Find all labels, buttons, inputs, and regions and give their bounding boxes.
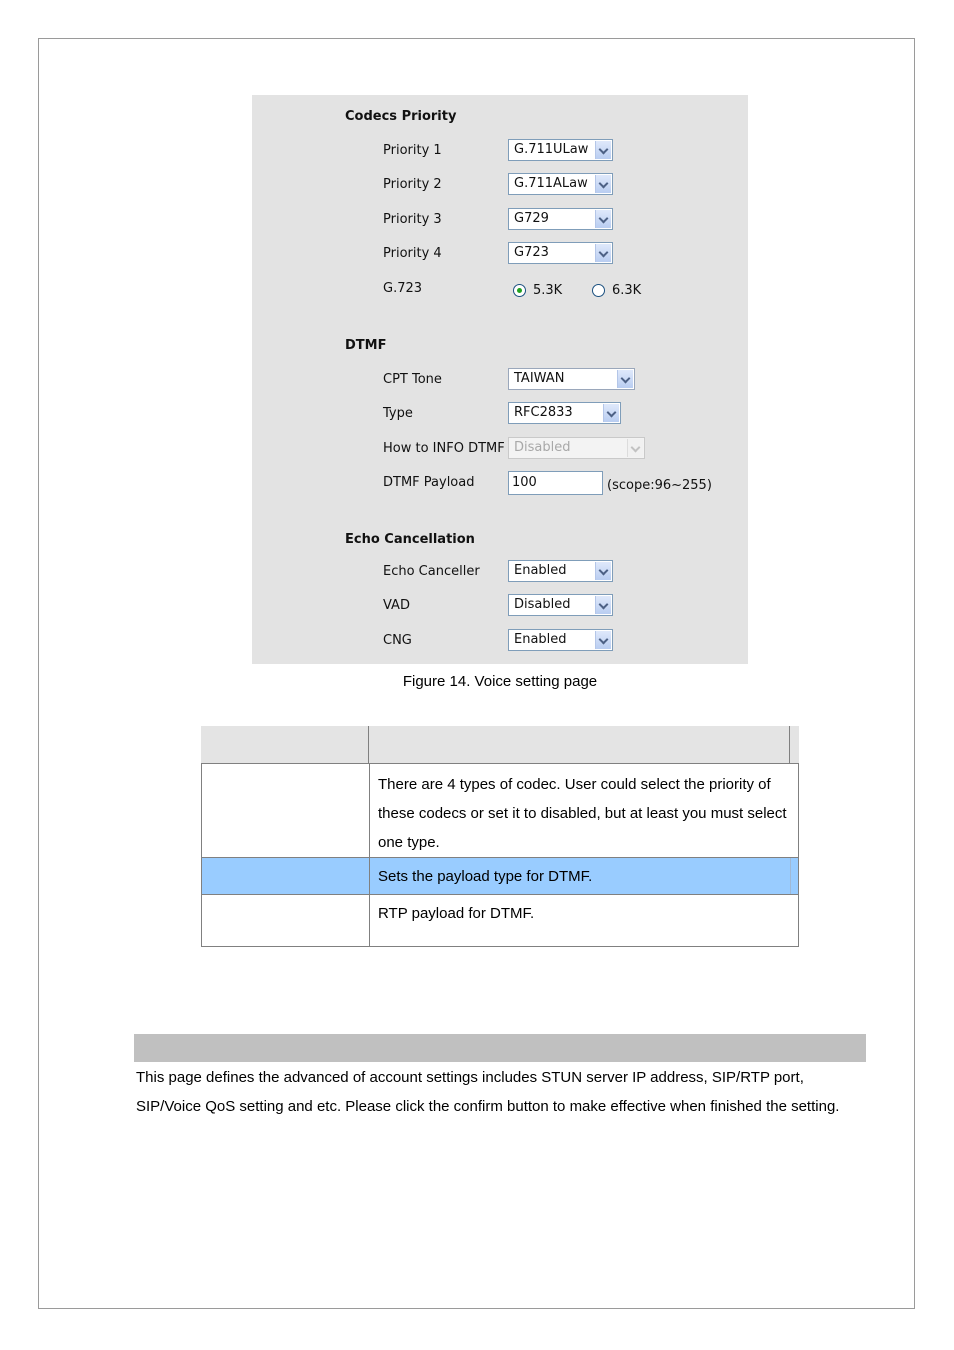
- table-row-highlighted: [201, 857, 799, 895]
- codecs-priority-title: Codecs Priority: [345, 109, 457, 124]
- chevron-down-icon: [595, 244, 611, 262]
- cpt-tone-select[interactable]: [508, 368, 635, 390]
- cng-value: Enabled: [514, 632, 567, 647]
- priority3-value: G729: [514, 211, 549, 226]
- chevron-down-icon: [595, 596, 611, 614]
- cng-select[interactable]: [508, 629, 613, 651]
- dtmf-payload-input[interactable]: 100: [508, 471, 603, 495]
- dtmf-payload-scope: (scope:96~255): [607, 478, 712, 493]
- voice-settings-panel: [252, 95, 748, 664]
- echo-cancellation-title: Echo Cancellation: [345, 532, 475, 547]
- table-cell-name: [202, 895, 370, 946]
- table-cell-desc: RTP payload for DTMF.: [378, 905, 535, 922]
- chevron-down-icon: [627, 439, 643, 457]
- cpt-tone-label: CPT Tone: [383, 372, 442, 387]
- g723-label: G.723: [383, 281, 423, 296]
- cpt-tone-value: TAIWAN: [514, 371, 565, 386]
- priority1-select[interactable]: [508, 139, 613, 161]
- table-row: [201, 763, 799, 858]
- dtmf-payload-label: DTMF Payload: [383, 475, 475, 490]
- priority3-label: Priority 3: [383, 212, 442, 227]
- table-cell-name: [202, 764, 370, 858]
- chevron-down-icon: [617, 370, 633, 388]
- priority1-label: Priority 1: [383, 143, 442, 158]
- g723-option1-label: 5.3K: [533, 283, 563, 298]
- priority4-value: G723: [514, 245, 549, 260]
- echo-canceller-value: Enabled: [514, 563, 567, 578]
- body-paragraph: This page defines the advanced of account settings includes STUN server IP address, SIP/RTP port, SIP/Voice QoS setting and etc. Please click the confirm button to make effective when finished the setting.: [136, 1069, 840, 1115]
- g723-radio-5-3k[interactable]: [513, 284, 526, 297]
- chevron-down-icon: [595, 562, 611, 580]
- vad-select[interactable]: [508, 594, 613, 616]
- info-dtmf-label: How to INFO DTMF: [383, 441, 505, 456]
- table-header-cell-1: [201, 726, 369, 764]
- g723-option2-label: 6.3K: [612, 283, 642, 298]
- chevron-down-icon: [603, 404, 619, 422]
- cng-label: CNG: [383, 633, 412, 648]
- echo-canceller-label: Echo Canceller: [383, 564, 480, 579]
- table-row: [201, 894, 799, 947]
- chevron-down-icon: [595, 210, 611, 228]
- vad-value: Disabled: [514, 597, 571, 612]
- priority1-value: G.711ULaw: [514, 142, 589, 157]
- info-dtmf-select: [508, 437, 645, 459]
- table-cell-name: [202, 858, 370, 894]
- echo-canceller-select[interactable]: [508, 560, 613, 582]
- vad-label: VAD: [383, 598, 410, 613]
- figure-caption: Figure 14. Voice setting page: [402, 673, 598, 690]
- chevron-down-icon: [595, 175, 611, 193]
- priority2-label: Priority 2: [383, 177, 442, 192]
- dtmf-type-select[interactable]: [508, 402, 621, 424]
- table-cell-desc: Sets the payload type for DTMF.: [370, 858, 791, 894]
- dtmf-title: DTMF: [345, 338, 387, 353]
- info-dtmf-value: Disabled: [514, 440, 571, 455]
- table-cell-desc: There are 4 types of codec. User could select the priority of these codecs or set it to disabled, but at least you must select one type.: [378, 776, 787, 851]
- chevron-down-icon: [595, 141, 611, 159]
- priority3-select[interactable]: [508, 208, 613, 230]
- priority4-label: Priority 4: [383, 246, 442, 261]
- g723-radio-6-3k[interactable]: [592, 284, 605, 297]
- table-header-cell-2: [369, 726, 790, 764]
- chevron-down-icon: [595, 631, 611, 649]
- section-heading-bar: [134, 1034, 866, 1062]
- priority4-select[interactable]: [508, 242, 613, 264]
- dtmf-type-value: RFC2833: [514, 405, 573, 420]
- priority2-value: G.711ALaw: [514, 176, 588, 191]
- table-header-row: [201, 726, 799, 764]
- priority2-select[interactable]: [508, 173, 613, 195]
- dtmf-type-label: Type: [383, 406, 413, 421]
